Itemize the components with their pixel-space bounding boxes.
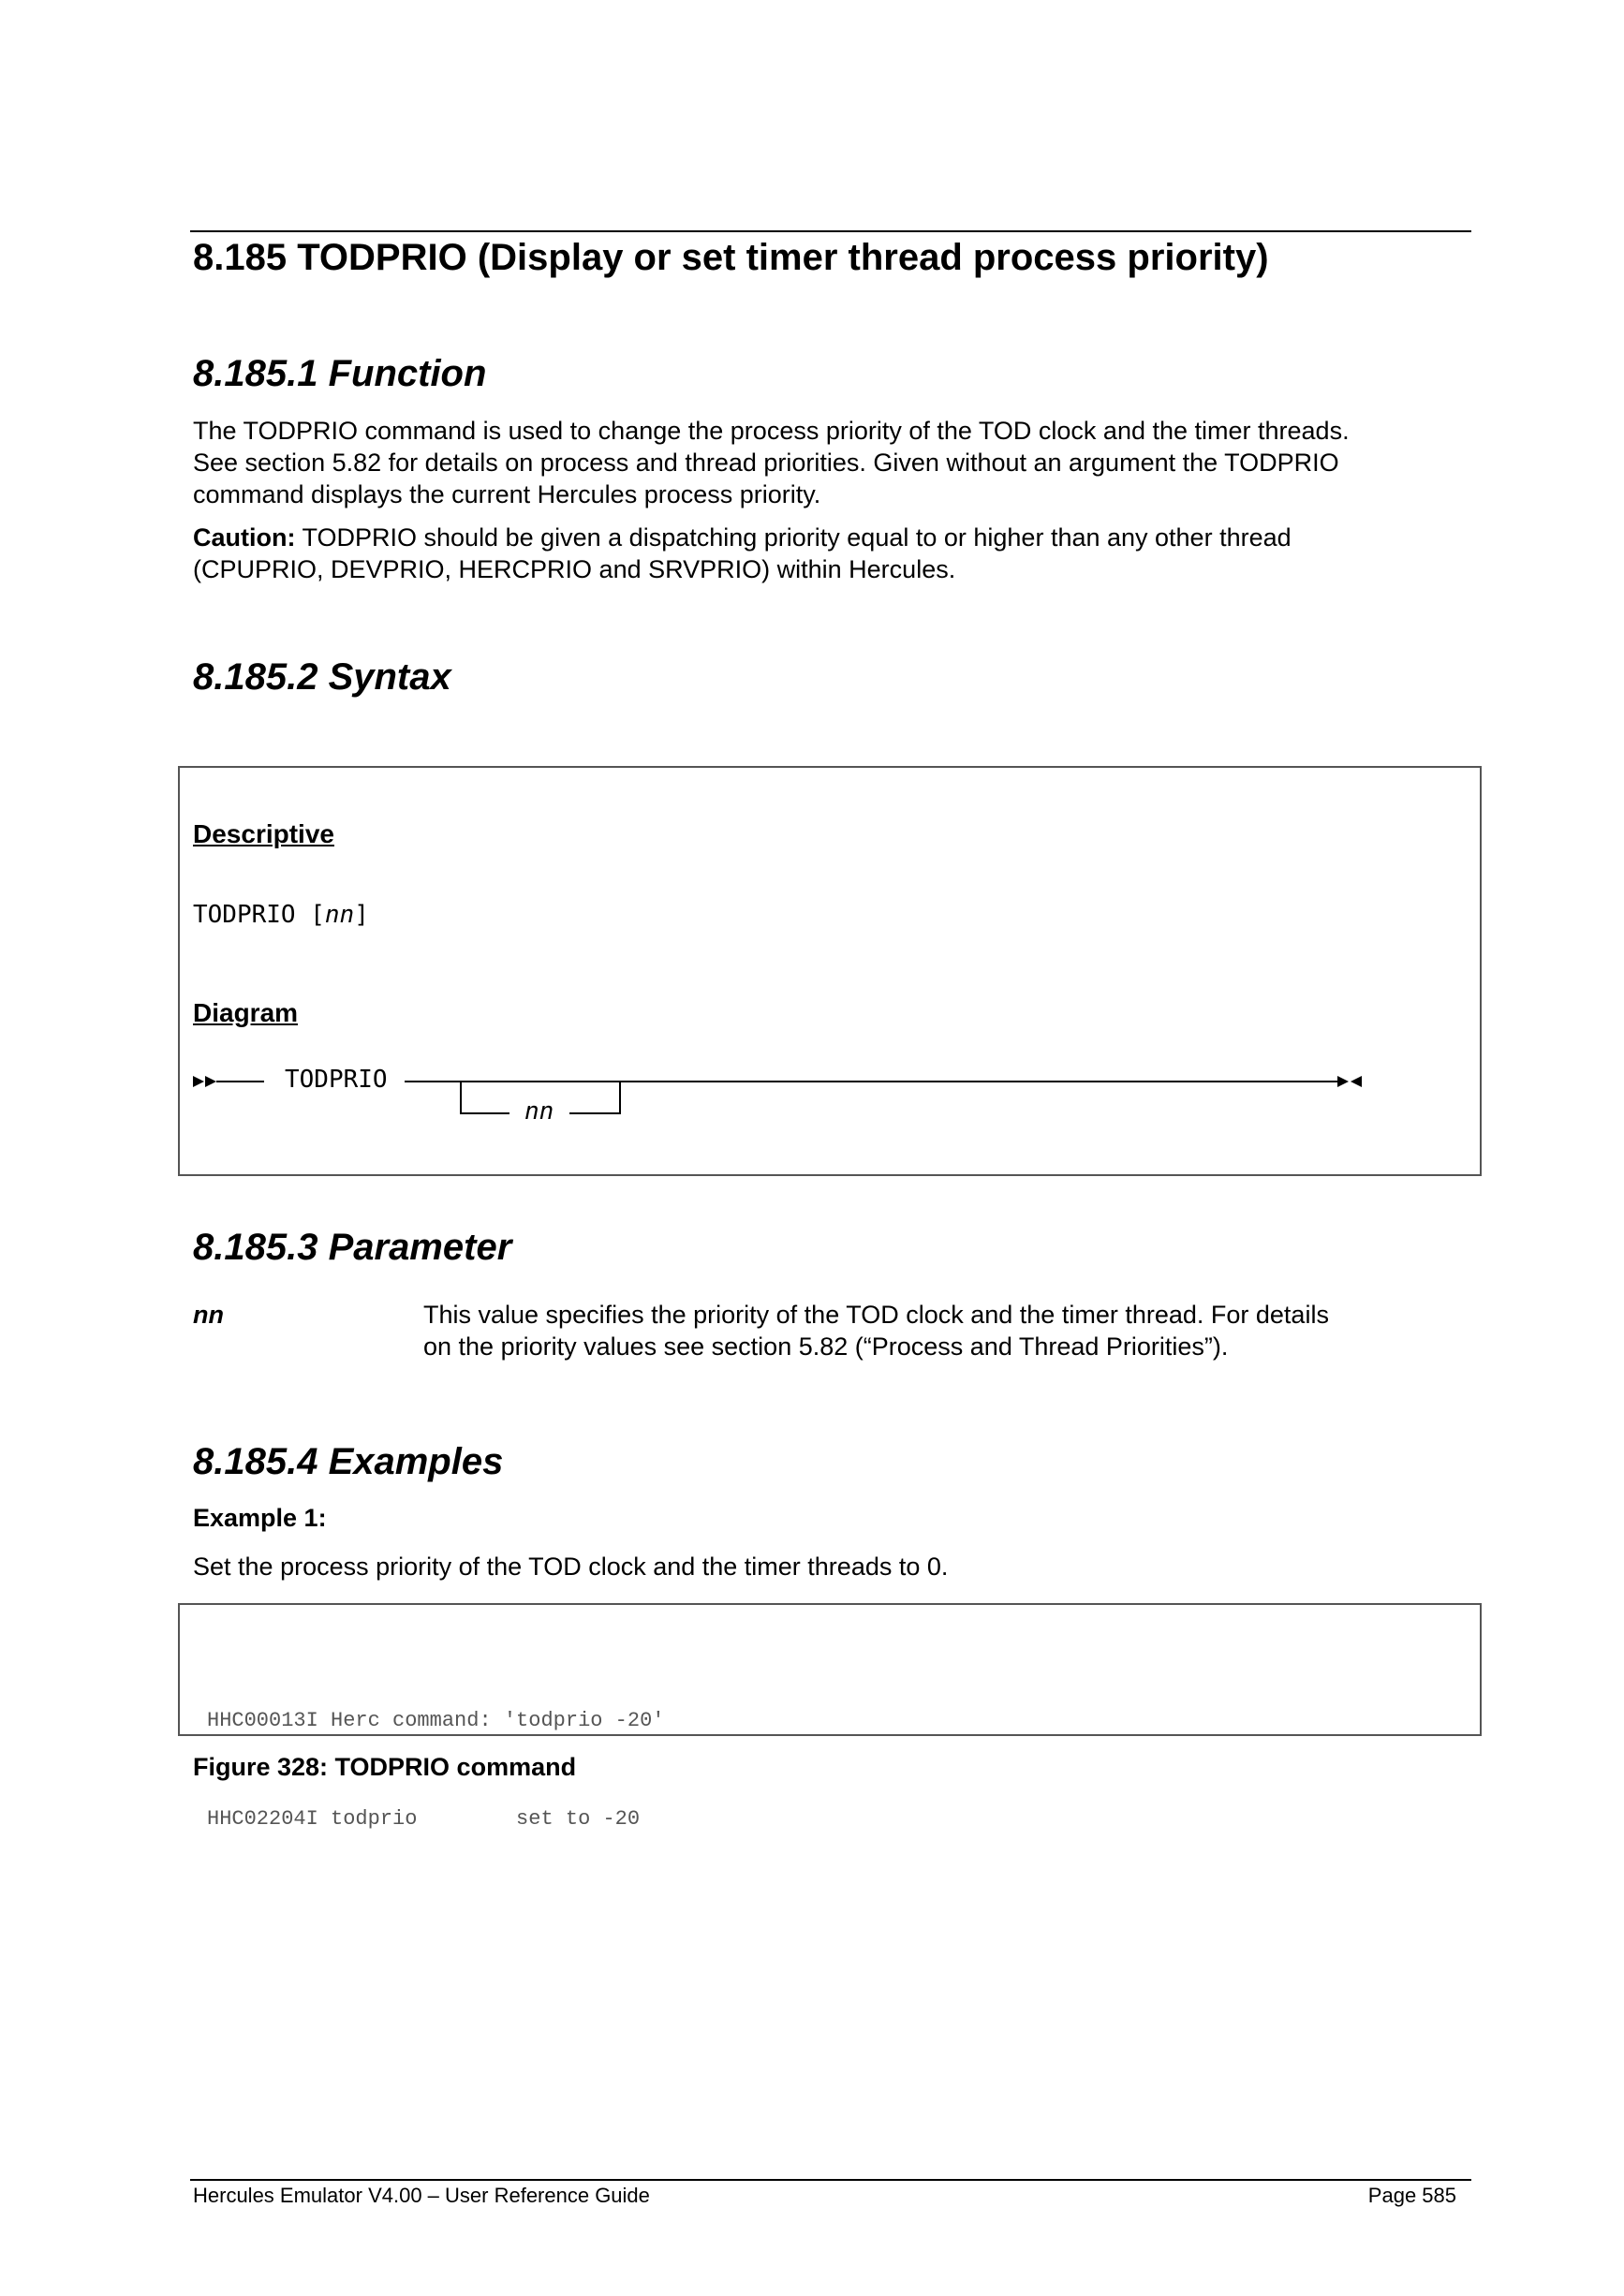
descriptive-syntax: [193, 901, 369, 929]
code-line-1: HHC00013I Herc command: 'todprio -20': [207, 1709, 665, 1732]
caution-text-2: (CPUPRIO, DEVPRIO, HERCPRIO and SRVPRIO) within Hercules.: [193, 555, 956, 583]
parameter-heading: 8.185.3 Parameter: [193, 1227, 512, 1268]
start-arrows-icon: [193, 1076, 216, 1087]
function-heading: 8.185.1 Function: [193, 353, 487, 394]
parameter-desc-line-1: This value specifies the priority of the TOD clock and the timer thread. For details: [423, 1301, 1329, 1329]
caution-text-1: TODPRIO should be given a dispatching priority equal to or higher than any other thread: [295, 523, 1292, 552]
diagram-keyword: TODPRIO: [285, 1066, 388, 1094]
descriptive-close-bracket: ]: [354, 901, 369, 929]
function-line-2: See section 5.82 for details on process and thread priorities. Given without an argument the TODPRIO: [193, 449, 1339, 477]
footer-rule: [190, 2179, 1471, 2181]
figure-caption: Figure 328: TODPRIO command: [193, 1753, 577, 1781]
example-description: Set the process priority of the TOD clock and the timer threads to 0.: [193, 1553, 949, 1581]
examples-heading: 8.185.4 Examples: [193, 1441, 504, 1482]
function-paragraph: [193, 415, 1350, 510]
parameter-description: [423, 1299, 1329, 1362]
diagram-optional-branch-right: [569, 1082, 620, 1113]
descriptive-open-bracket: [: [295, 901, 325, 929]
parameter-desc-line-2: on the priority values see section 5.82 (“Process and Thread Priorities”).: [423, 1332, 1229, 1361]
descriptive-command: TODPRIO: [193, 901, 296, 929]
descriptive-label: Descriptive: [193, 819, 334, 848]
footer-left: Hercules Emulator V4.00 – User Reference Guide: [193, 2184, 650, 2207]
caution-paragraph: [193, 522, 1292, 585]
parameter-name: nn: [193, 1301, 224, 1329]
syntax-heading: 8.185.2 Syntax: [193, 656, 451, 698]
caution-label: Caution:: [193, 523, 296, 552]
diagram-label: Diagram: [193, 998, 299, 1027]
syntax-box: [178, 766, 1482, 1176]
footer-page-number: Page 585: [1367, 2184, 1456, 2207]
header-rule: [190, 230, 1471, 232]
diagram-optional-branch-left: [461, 1082, 509, 1113]
section-title: 8.185 TODPRIO (Display or set timer thread process priority): [193, 237, 1269, 278]
end-arrows-icon: [1337, 1076, 1362, 1087]
function-line-1: The TODPRIO command is used to change the process priority of the TOD clock and the timer threads.: [193, 417, 1350, 445]
code-line-2: HHC02204I todprio set to -20: [207, 1807, 641, 1831]
function-line-3: command displays the current Hercules process priority.: [193, 480, 821, 508]
diagram-param: nn: [524, 1097, 554, 1126]
descriptive-param: nn: [324, 901, 355, 929]
example-label: Example 1:: [193, 1504, 327, 1532]
syntax-diagram: [180, 1049, 1480, 1152]
